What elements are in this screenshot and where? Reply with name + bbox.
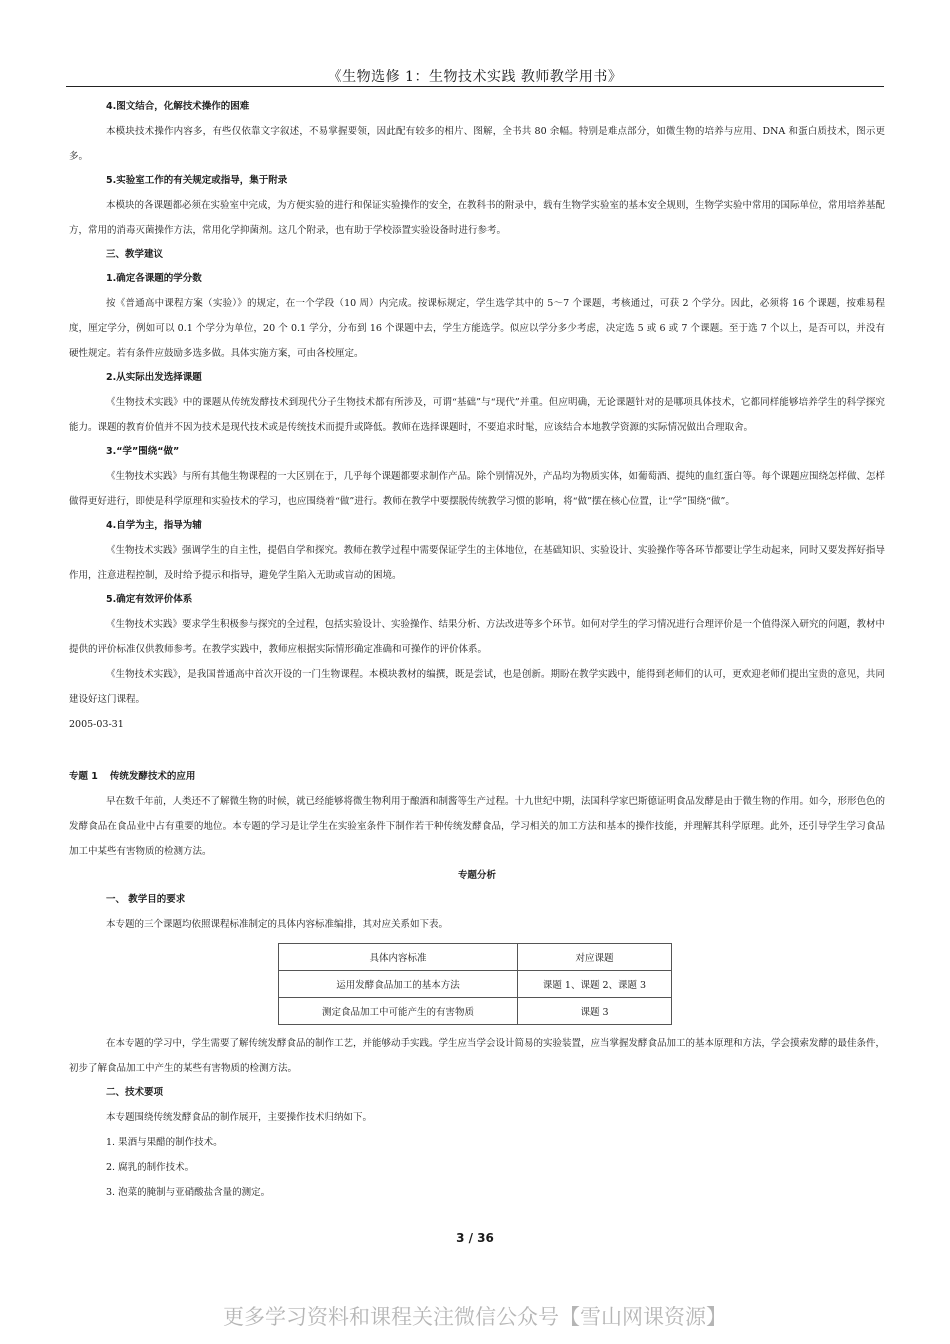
suggestion-3-heading: 3.“学”围绕“做”	[106, 446, 180, 457]
suggestion-3-paragraph: 《生物技术实践》与所有其他生物课程的一大区别在于，几乎每个课题都要求制作产品。除个别情况外，产品均为物质实体，如葡萄酒、提纯的血红蛋白等。每个课题应围绕怎样做、怎样做得更好进行，即使是科学原理和实验技术的学习，也应围绕着“做”进行。教师在教学中要摆脱传统教学习惯的影响，将“做”摆在核心位置，让“学”围绕“做”。	[69, 471, 886, 507]
suggestion-1-paragraph: 按《普通高中课程方案（实验）》的规定，在一个学段（10 周）内完成。按课标规定，学生选学其中的 5～7 个课题，考核通过，可获 2 个学分。因此，必须将 16 个课题，按难易程度，厘定学分，例如可以 0.1 个学分为单位，20 个 0.1 学分，分布到 16 个课题中去，学生方能选学。似应以学分多少考虑，决定选 5 或 6 或 7 个课题。至于选 7 个以上，是否可以，并没有硬性规定。若有条件应鼓励多选多做。具体实施方案，可由各校厘定。	[69, 298, 885, 359]
suggestion-1-heading: 1.确定各课题的学分数	[106, 273, 202, 284]
technique-heading: 二、技术要项	[106, 1087, 164, 1098]
section-4-paragraph: 本模块技术操作内容多，有些仅依靠文字叙述，不易掌握要领，因此配有较多的相片、图解，全书共 80 余幅。特别是难点部分，如微生物的培养与应用、DNA 和蛋白质技术，图示更多。	[69, 126, 885, 162]
technique-list-item: 3. 泡菜的腌制与亚硝酸盐含量的测定。	[106, 1187, 271, 1198]
table-row	[279, 998, 672, 1025]
suggestion-4-heading: 4.自学为主，指导为辅	[106, 520, 202, 531]
technique-intro: 本专题围绕传统发酵食品的制作展开，主要操作技术归纳如下。	[106, 1112, 373, 1123]
page-header-title: 《生物选修 1：生物技术实践 教师教学用书》	[327, 69, 623, 85]
topic-name: 传统发酵技术的应用	[109, 771, 196, 782]
table-header-cell: 具体内容标准	[279, 944, 518, 971]
topic-label: 专题 1	[69, 771, 98, 782]
table-cell: 测定食品加工中可能产生的有害物质	[279, 998, 518, 1025]
section-4-heading: 4.图文结合，化解技术操作的困难	[106, 101, 250, 112]
page-content	[69, 95, 885, 1205]
suggestion-2-paragraph: 《生物技术实践》中的课题从传统发酵技术到现代分子生物技术都有所涉及，可谓“基础”与“现代”并重。但应明确，无论课题针对的是哪项具体技术，它都同样能够培养学生的科学探究能力。课题的教育价值并不因为技术是现代技术或是传统技术而提升或降低。教师在选择课题时，不要追求时髦，应该结合本地教学资源的实际情况做出合理取舍。	[69, 397, 885, 433]
suggestion-5-paragraph: 《生物技术实践》要求学生积极参与探究的全过程，包括实验设计、实验操作、结果分析、方法改进等多个环节。如何对学生的学习情况进行合理评价是一个值得深入研究的问题，教材中提供的评价标准仅供教师参考。在教学实践中，教师应根据实际情形确定准确和可操作的评价体系。	[69, 619, 886, 655]
table-header-row	[279, 944, 672, 971]
table-header-cell: 对应课题	[518, 944, 672, 971]
document-date: 2005-03-31	[69, 719, 124, 730]
closing-paragraph: 《生物技术实践》，是我国普通高中首次开设的一门生物课程。本模块教材的编撰，既是尝试，也是创新。期盼在教学实践中，能得到老师们的认可，更欢迎老师们提出宝贵的意见，共同建设好这门课程。	[69, 669, 885, 705]
part-3-heading: 三、教学建议	[106, 249, 164, 260]
table-cell: 运用发酵食品加工的基本方法	[279, 971, 518, 998]
topic-title	[69, 765, 885, 789]
section-5-paragraph: 本模块的各课题都必须在实验室中完成，为方便实验的进行和保证实验操作的安全，在教科书的附录中，载有生物学实验室的基本安全规则，生物学实验中常用的国际单位，常用培养基配方，常用的消毒灭菌操作方法，常用化学抑菌剂。这几个附录，也有助于学校添置实验设备时进行参考。	[69, 200, 886, 236]
teaching-goals-intro: 本专题的三个课题均依照课程标准制定的具体内容标准编排，其对应关系如下表。	[106, 919, 449, 930]
header-rule	[66, 86, 884, 87]
suggestion-4-paragraph: 《生物技术实践》强调学生的自主性，提倡自学和探究。教师在教学过程中需要保证学生的主体地位，在基础知识、实验设计、实验操作等各环节都要让学生动起来，同时又要发挥好指导作用，注意进程控制，及时给予提示和指导，避免学生陷入无助或盲动的困境。	[69, 545, 886, 581]
standards-table	[278, 943, 672, 1025]
page-number: 3 / 36	[456, 1231, 494, 1245]
section-gap	[69, 737, 885, 761]
technique-list-item: 2. 腐乳的制作技术。	[106, 1162, 195, 1173]
footer-watermark-text: 更多学习资料和课程关注微信公众号【雪山网课资源】	[223, 1305, 727, 1329]
suggestion-5-heading: 5.确定有效评价体系	[106, 594, 193, 605]
topic-analysis-heading: 专题分析	[457, 870, 496, 881]
teaching-goals-paragraph: 在本专题的学习中，学生需要了解传统发酵食品的制作工艺，并能够动手实践。学生应当学会设计简易的实验装置，应当掌握发酵食品加工的基本原理和方法，学会摸索发酵的最佳条件，初步了解食品加工中产生的某些有害物质的检测方法。	[69, 1038, 886, 1074]
table-cell: 课题 3	[518, 998, 672, 1025]
table-row	[279, 971, 672, 998]
suggestion-2-heading: 2.从实际出发选择课题	[106, 372, 202, 383]
table-cell: 课题 1、课题 2、课题 3	[518, 971, 672, 998]
technique-list-item: 1. 果酒与果醋的制作技术。	[106, 1137, 223, 1148]
teaching-goals-heading: 一、 教学目的要求	[106, 894, 186, 905]
section-5-heading: 5.实验室工作的有关规定或指导，集于附录	[106, 175, 288, 186]
topic-intro-paragraph: 早在数千年前，人类还不了解微生物的时候，就已经能够将微生物利用于酿酒和制酱等生产过程。十九世纪中期，法国科学家巴斯德证明食品发酵是由于微生物的作用。如今，形形色色的发酵食品在食品业中占有重要的地位。本专题的学习是让学生在实验室条件下制作若干种传统发酵食品，学习相关的加工方法和基本的操作技能，并理解其科学原理。此外，还引导学生学习食品加工中某些有害物质的检测方法。	[69, 796, 886, 857]
